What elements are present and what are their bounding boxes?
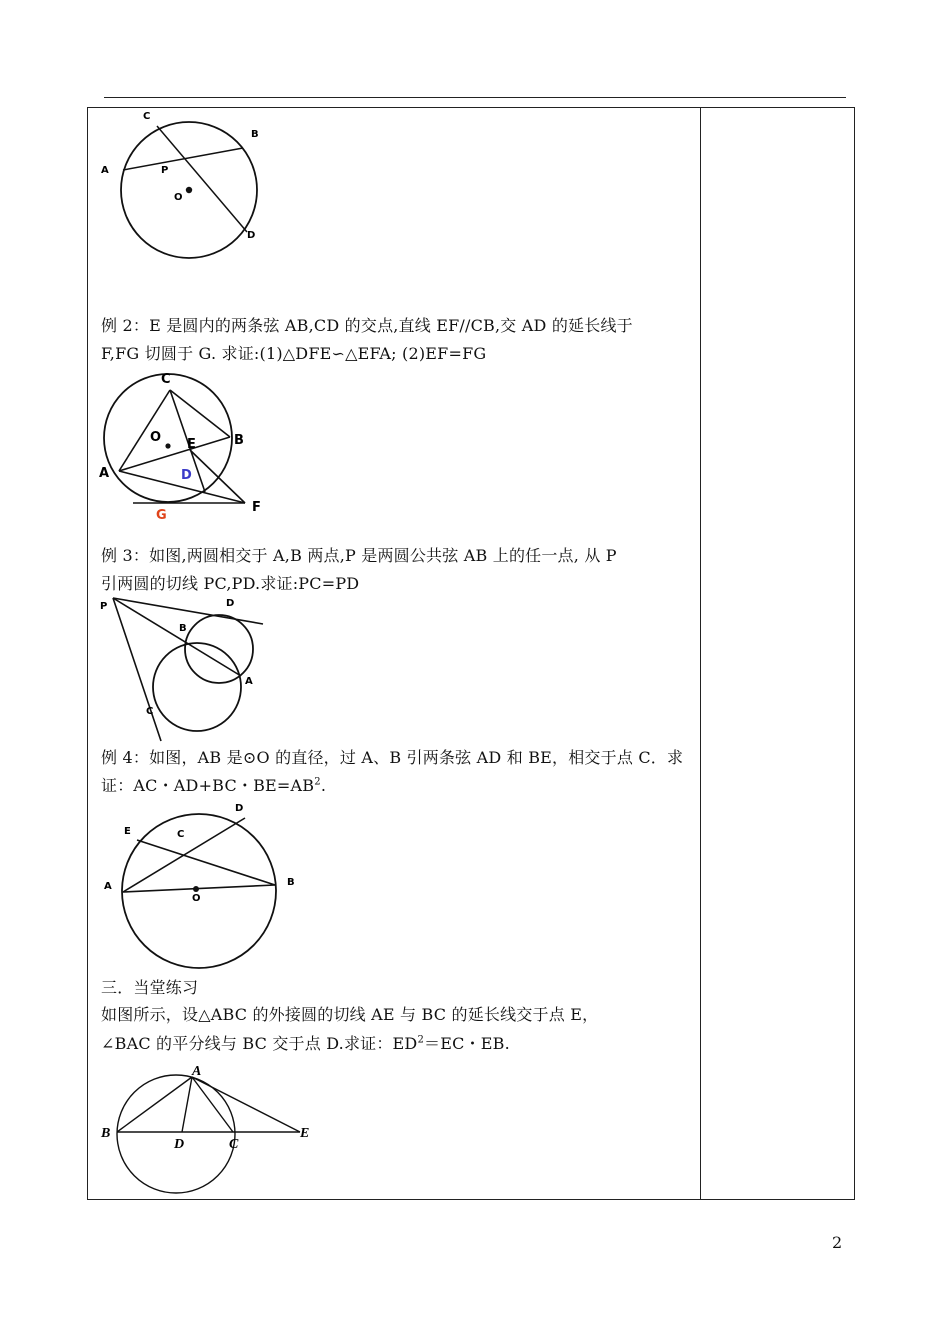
tangent-pc — [113, 598, 161, 741]
label-c: C — [146, 706, 154, 717]
period: . — [320, 776, 327, 795]
figure-tangent-fg — [95, 368, 275, 526]
label-a: A — [101, 165, 109, 176]
label-b: B — [234, 433, 244, 448]
label-e: E — [300, 1126, 310, 1141]
example-2-line-2: F,FG 切圆于 G. 求证:(1)△DFE∽△EFA; (2)EF=FG — [101, 344, 487, 363]
example-2-line-1: 例 2：E 是圆内的两条弦 AB,CD 的交点,直线 EF//CB,交 AD 的延长线于 — [101, 316, 633, 335]
label-o: O — [192, 893, 201, 904]
practice-line-2 — [101, 1031, 510, 1057]
chord-cd — [157, 126, 247, 232]
label-e: E — [187, 437, 196, 452]
label-a: A — [104, 881, 112, 892]
practice-formula: ∠BAC 的平分线与 BC 交于点 D.求证：ED — [101, 1034, 418, 1053]
label-c: C — [143, 111, 151, 122]
label-g: G — [156, 508, 167, 523]
exponent: 2 — [417, 1034, 425, 1046]
label-b: B — [101, 1126, 111, 1141]
label-b: B — [179, 623, 187, 634]
label-d: D — [226, 598, 235, 609]
center-point — [186, 187, 192, 193]
label-f: F — [252, 500, 261, 515]
figure-two-circles — [95, 593, 275, 743]
label-a: A — [245, 676, 253, 687]
circle-lower — [153, 643, 241, 731]
notes-column-divider — [700, 107, 701, 1200]
label-c: C — [161, 372, 171, 387]
label-c: C — [229, 1137, 239, 1152]
label-o: O — [174, 192, 183, 203]
page-number: 2 — [832, 1233, 843, 1252]
label-p: P — [100, 601, 108, 612]
segment-cb — [170, 390, 230, 437]
practice-line-1: 如图所示，设△ABC 的外接圆的切线 AE 与 BC 的延长线交于点 E， — [101, 1005, 599, 1024]
label-o: O — [150, 430, 162, 445]
chord-be — [137, 840, 275, 885]
example-4-line-1: 例 4：如图，AB 是⊙O 的直径，过 A、B 引两条弦 AD 和 BE，相交于点 C．求 — [101, 748, 684, 767]
header-rule — [104, 97, 846, 98]
center-point — [165, 443, 170, 448]
example-3-line-1: 例 3：如图,两圆相交于 A,B 两点,P 是两圆公共弦 AB 上的任一点, 从 P — [101, 546, 617, 565]
figure-diameter-chords — [95, 800, 315, 972]
label-b: B — [251, 129, 259, 140]
label-d: D — [181, 468, 192, 483]
section-heading-practice: 三．当堂练习 — [101, 978, 199, 997]
exponent: 2 — [314, 776, 321, 788]
segment-ad — [182, 1077, 192, 1132]
example-4-line-2 — [101, 773, 326, 799]
label-a: A — [192, 1064, 202, 1079]
example-4-formula: 证：AC・AD+BC・BE=AB — [101, 776, 315, 795]
chord-ab — [123, 148, 243, 170]
label-c: C — [177, 829, 185, 840]
label-b: B — [287, 877, 295, 888]
label-d: D — [235, 803, 244, 814]
label-e: E — [124, 826, 131, 837]
label-p: P — [161, 165, 169, 176]
segment-ca — [119, 390, 170, 471]
example-3-line-2: 引两圆的切线 PC,PD.求证:PC=PD — [101, 574, 360, 593]
label-d: D — [174, 1137, 185, 1152]
segment-ab — [117, 1077, 192, 1132]
label-a: A — [99, 466, 110, 481]
diameter-ab — [123, 885, 275, 892]
tangent-ae — [192, 1077, 300, 1132]
figure-tangent-ae — [98, 1060, 328, 1196]
practice-formula-end: ＝EC・EB. — [424, 1034, 510, 1053]
center-point — [193, 886, 199, 892]
label-d: D — [247, 230, 256, 241]
circle — [117, 1075, 235, 1193]
chord-ab — [119, 437, 230, 471]
figure-intersecting-chords — [95, 105, 285, 255]
